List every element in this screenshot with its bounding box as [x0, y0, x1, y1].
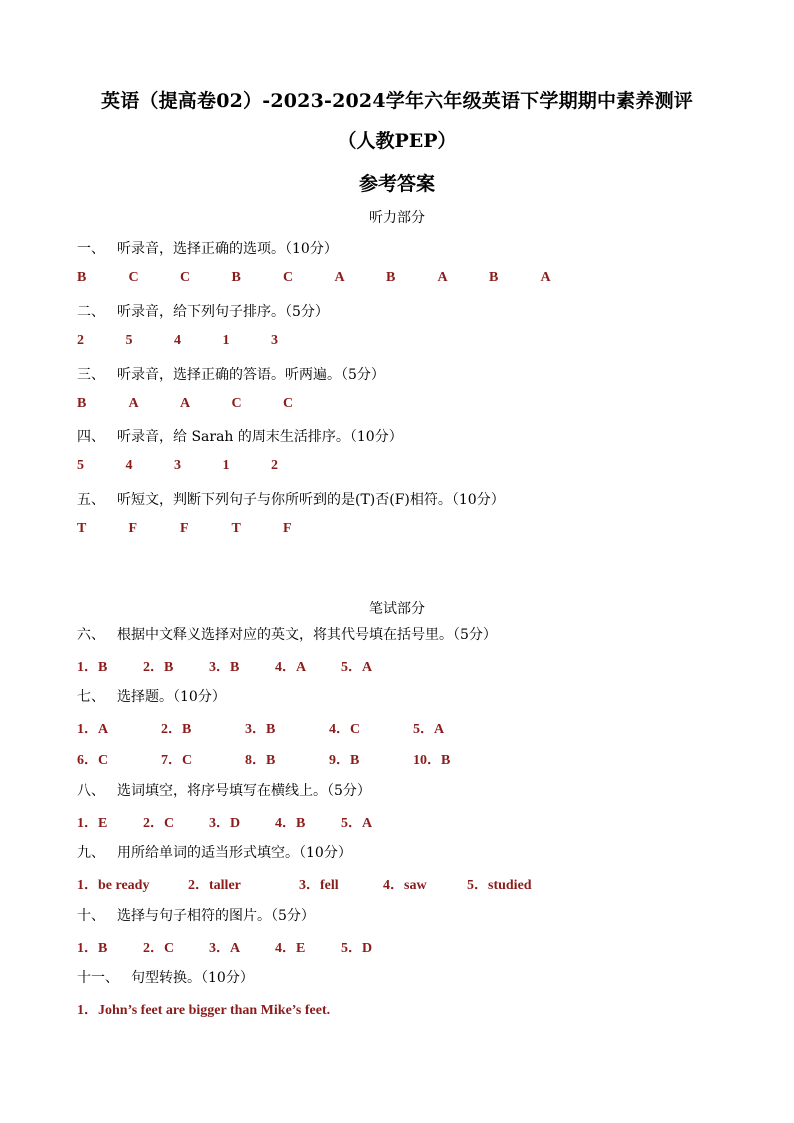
answer: 2．B: [143, 660, 174, 675]
question-number: 十一、: [77, 970, 119, 986]
answer: 3: [271, 333, 278, 348]
answer: 4．A: [275, 660, 307, 675]
answer: 2: [271, 458, 278, 473]
answer: 5．A: [341, 816, 373, 831]
question-number: 七、: [77, 689, 105, 705]
answers-9: [77, 874, 532, 894]
question-1: [77, 238, 338, 258]
question-number: 十、: [77, 908, 105, 924]
answer: 2．B: [161, 722, 192, 737]
question-text: 听录音，给下列句子排序。（5分）: [117, 304, 329, 320]
question-text: 根据中文释义选择对应的英文，将其代号填在括号里。（5分）: [117, 627, 497, 643]
question-text: 选词填空，将序号填写在横线上。（5分）: [117, 783, 371, 799]
answers-10: [77, 937, 407, 957]
question-2: [77, 301, 329, 321]
page-title: 英语（提高卷02）-2023-2024学年六年级英语下学期期中素养测评: [101, 90, 693, 112]
question-number: 一、: [77, 241, 105, 257]
answer: 1．B: [77, 660, 108, 675]
question-number: 六、: [77, 627, 105, 643]
question-3: [77, 364, 385, 384]
answers-6: [77, 656, 407, 676]
answer: 1．E: [77, 816, 108, 831]
question-text: 听录音，给 Sarah 的周末生活排序。（10分）: [117, 429, 403, 445]
question-text: 听录音，选择正确的选项。（10分）: [117, 241, 338, 257]
question-text: 用所给单词的适当形式填空。（10分）: [117, 845, 352, 861]
answers-7-row2: [77, 749, 497, 769]
answer: 4: [125, 458, 133, 473]
answers-4: [77, 458, 320, 474]
answer: 2: [77, 333, 84, 348]
answer: 1．John’s feet are bigger than Mike’s feet.: [77, 1003, 331, 1018]
answers-3: [77, 396, 335, 412]
question-text: 听录音，选择正确的答语。听两遍。（5分）: [117, 367, 385, 383]
answer: T: [231, 521, 241, 536]
answer: 2．taller: [188, 878, 241, 893]
answer: 3: [174, 458, 181, 473]
answer: A: [128, 396, 139, 411]
writing-part-title: 笔试部分: [369, 601, 425, 617]
answer: A: [334, 270, 345, 285]
answer: 1．A: [77, 722, 109, 737]
question-text: 选择与句子相符的图片。（5分）: [117, 908, 315, 924]
question-9: [77, 842, 352, 862]
answer: T: [77, 521, 87, 536]
question-5: [77, 489, 505, 509]
question-10: [77, 905, 315, 925]
answers-11: [77, 999, 330, 1019]
answer: 1．B: [77, 941, 108, 956]
answer: 2．C: [143, 941, 175, 956]
answer: 5．D: [341, 941, 373, 956]
answer: C: [128, 270, 139, 285]
answer: 1: [222, 333, 230, 348]
answer: C: [283, 270, 294, 285]
answer: 4: [174, 333, 181, 348]
question-number: 八、: [77, 783, 105, 799]
answer: C: [180, 270, 191, 285]
answer: 3．fell: [299, 878, 339, 893]
answer: 8．B: [245, 753, 276, 768]
answer: 3．B: [209, 660, 240, 675]
question-8: [77, 780, 371, 800]
answer: B: [489, 270, 499, 285]
answer: 5．studied: [467, 878, 532, 893]
answer: C: [231, 396, 242, 411]
answer: 5: [77, 458, 84, 473]
answer: 9．B: [329, 753, 360, 768]
question-6: [77, 624, 497, 644]
answers-1: [77, 270, 592, 286]
answers-8: [77, 812, 407, 832]
question-text: 句型转换。（10分）: [131, 970, 254, 986]
answer: B: [77, 270, 87, 285]
answers-2: [77, 333, 320, 349]
question-4: [77, 426, 403, 446]
question-text: 听短文，判断下列句子与你所听到的是(T)否(F)相符。（10分）: [117, 492, 505, 508]
answer: 5．A: [341, 660, 373, 675]
answer: 4．C: [329, 722, 361, 737]
answer: 1．be ready: [77, 878, 150, 893]
question-number: 九、: [77, 845, 105, 861]
answer-heading: 参考答案: [358, 173, 435, 195]
answer: 4．saw: [383, 878, 427, 893]
question-number: 三、: [77, 367, 105, 383]
answer: 3．D: [209, 816, 241, 831]
answer: 3．B: [245, 722, 276, 737]
answers-5: [77, 521, 335, 537]
answer: B: [386, 270, 396, 285]
answer: 7．C: [161, 753, 193, 768]
answer: A: [437, 270, 448, 285]
question-number: 四、: [77, 429, 105, 445]
answer: 4．E: [275, 941, 306, 956]
listening-part-title: 听力部分: [369, 210, 425, 226]
question-7: [77, 686, 226, 706]
answer: C: [283, 396, 294, 411]
answer: B: [231, 270, 241, 285]
answer: 5: [125, 333, 133, 348]
answer: 4．B: [275, 816, 306, 831]
answer: 2．C: [143, 816, 175, 831]
question-text: 选择题。（10分）: [117, 689, 226, 705]
answer: F: [283, 521, 292, 536]
answers-7-row1: [77, 718, 497, 738]
question-11: [77, 967, 254, 987]
answer: 3．A: [209, 941, 241, 956]
answer: B: [77, 396, 87, 411]
answer: F: [180, 521, 189, 536]
answer: F: [128, 521, 138, 536]
question-number: 五、: [77, 492, 105, 508]
answer: 6．C: [77, 753, 109, 768]
question-number: 二、: [77, 304, 105, 320]
answer: 10．B: [413, 753, 451, 768]
answer: A: [180, 396, 191, 411]
answer: A: [540, 270, 551, 285]
answer: 5．A: [413, 722, 445, 737]
page-subtitle: （人教PEP）: [337, 130, 457, 152]
answer: 1: [222, 458, 230, 473]
